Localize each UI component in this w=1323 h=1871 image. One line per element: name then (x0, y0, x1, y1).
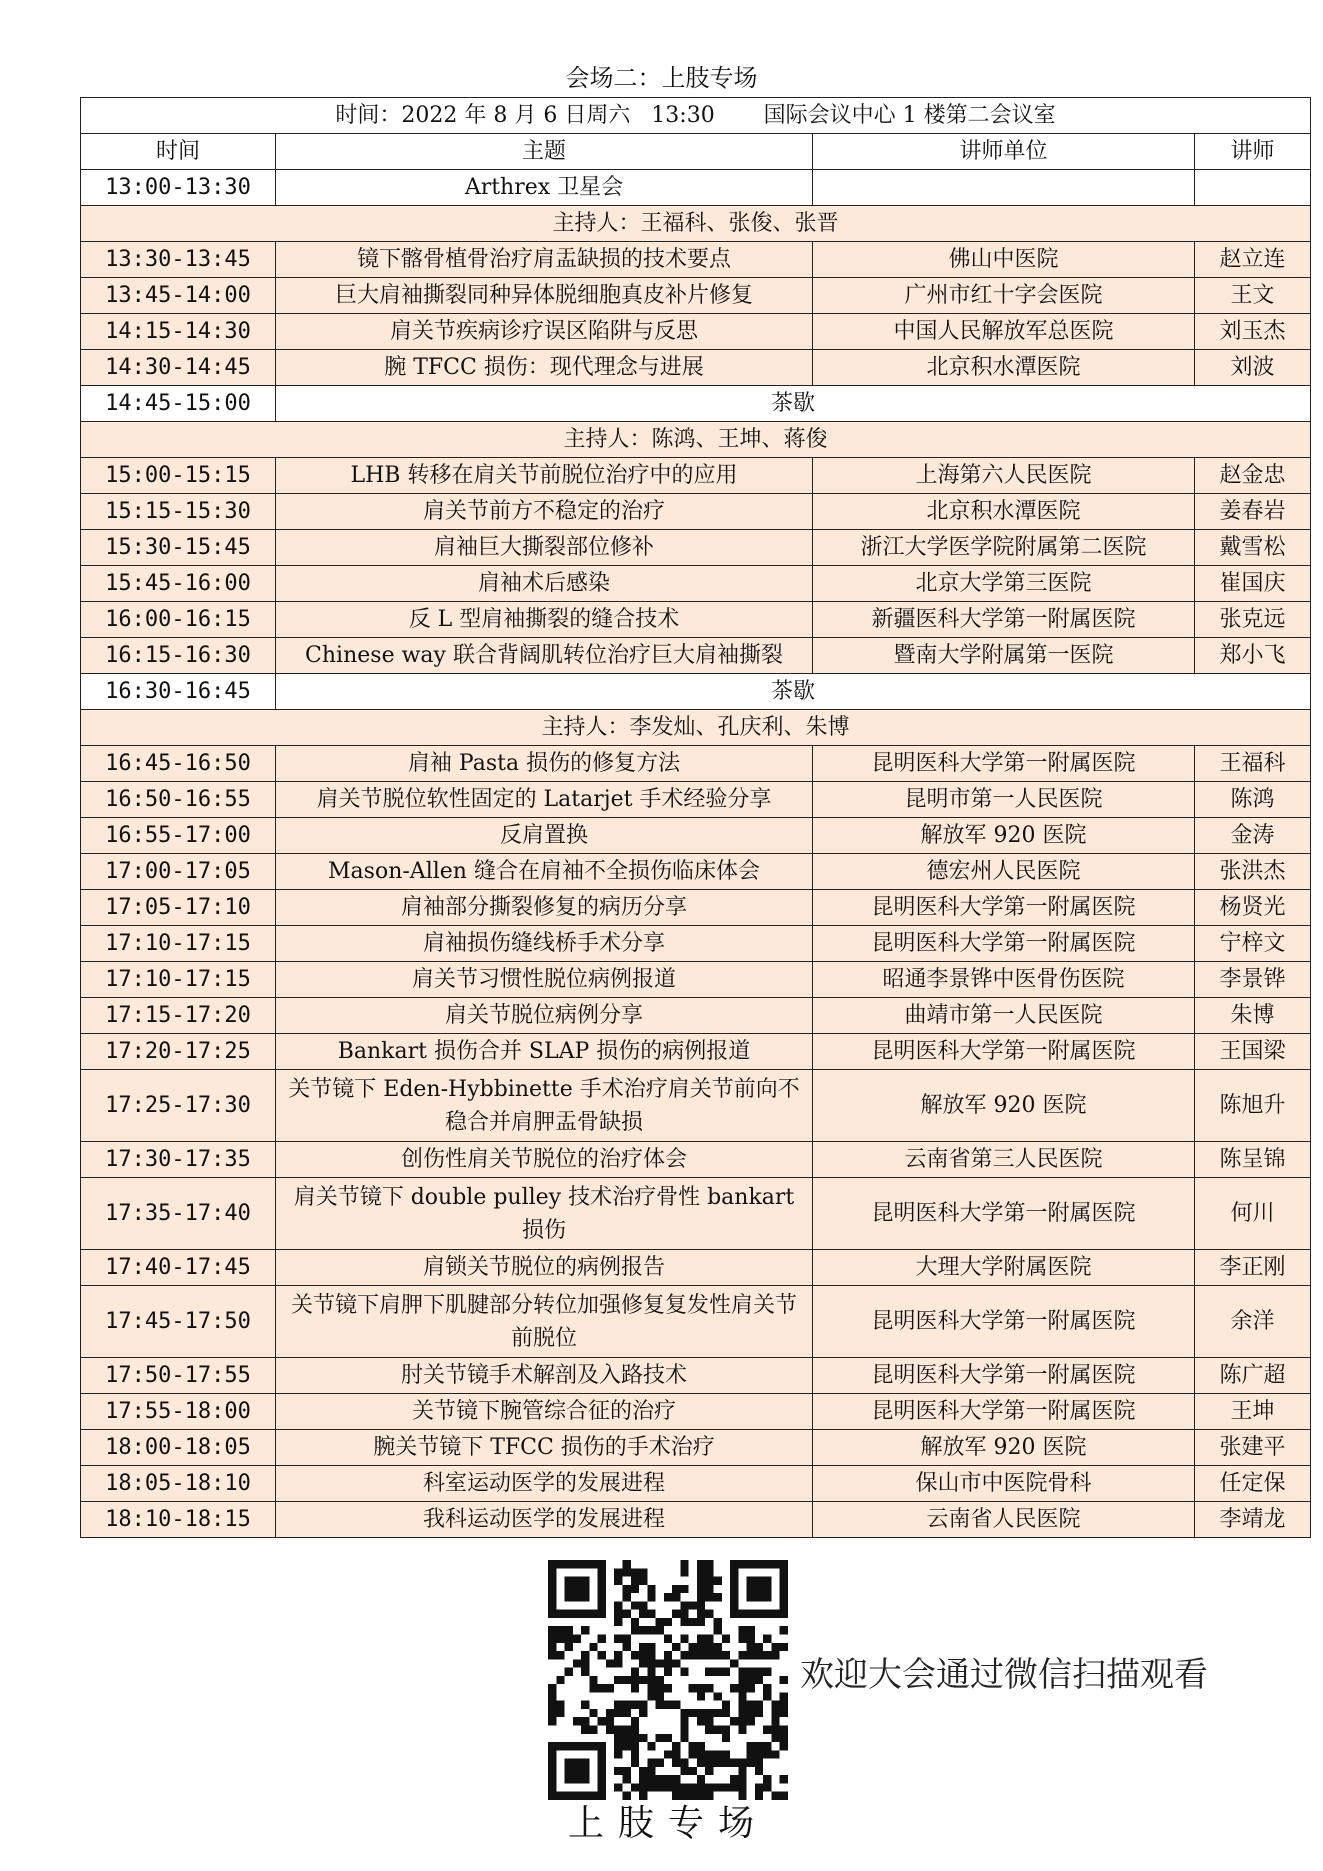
talk-time: 15:45-16:00 (81, 566, 276, 602)
talk-row (81, 782, 1311, 818)
talk-unit: 昭通李景铧中医骨伤医院 (813, 962, 1195, 998)
talk-topic: 我科运动医学的发展进程 (276, 1502, 813, 1538)
talk-unit: 昆明医科大学第一附属医院 (813, 890, 1195, 926)
talk-unit: 昆明医科大学第一附属医院 (813, 1178, 1195, 1250)
talk-row (81, 962, 1311, 998)
talk-row (81, 350, 1311, 386)
talk-row (81, 314, 1311, 350)
talk-unit: 昆明医科大学第一附属医院 (813, 1286, 1195, 1358)
talk-time: 17:10-17:15 (81, 962, 276, 998)
talk-time: 17:10-17:15 (81, 926, 276, 962)
talk-topic: 关节镜下腕管综合征的治疗 (276, 1394, 813, 1430)
talk-speaker: 李靖龙 (1195, 1502, 1311, 1538)
talk-topic: 肩关节疾病诊疗误区陷阱与反思 (276, 314, 813, 350)
break-row (81, 386, 1311, 422)
talk-row (81, 1466, 1311, 1502)
talk-topic: 肩袖 Pasta 损伤的修复方法 (276, 746, 813, 782)
talk-unit: 解放军 920 医院 (813, 1430, 1195, 1466)
talk-speaker: 何川 (1195, 1178, 1311, 1250)
talk-unit: 暨南大学附属第一医院 (813, 638, 1195, 674)
talk-speaker: 宁梓文 (1195, 926, 1311, 962)
talk-row (81, 530, 1311, 566)
talk-topic: Chinese way 联合背阔肌转位治疗巨大肩袖撕裂 (276, 638, 813, 674)
talk-topic: Bankart 损伤合并 SLAP 损伤的病例报道 (276, 1034, 813, 1070)
talk-topic: 腕 TFCC 损伤：现代理念与进展 (276, 350, 813, 386)
talk-speaker: 李正刚 (1195, 1250, 1311, 1286)
talk-unit: 新疆医科大学第一附属医院 (813, 602, 1195, 638)
talk-topic: Mason-Allen 缝合在肩袖不全损伤临床体会 (276, 854, 813, 890)
talk-unit: 佛山中医院 (813, 242, 1195, 278)
talk-unit: 上海第六人民医院 (813, 458, 1195, 494)
talk-time: 18:05-18:10 (81, 1466, 276, 1502)
talk-topic: 镜下髂骨植骨治疗肩盂缺损的技术要点 (276, 242, 813, 278)
talk-row (81, 170, 1311, 206)
talk-speaker: 任定保 (1195, 1466, 1311, 1502)
talk-topic: 创伤性肩关节脱位的治疗体会 (276, 1142, 813, 1178)
header-row (81, 134, 1311, 170)
talk-row (81, 242, 1311, 278)
talk-speaker: 金涛 (1195, 818, 1311, 854)
talk-unit: 北京积水潭医院 (813, 350, 1195, 386)
talk-unit: 昆明医科大学第一附属医院 (813, 746, 1195, 782)
talk-time: 17:30-17:35 (81, 1142, 276, 1178)
talk-unit: 解放军 920 医院 (813, 818, 1195, 854)
talk-speaker: 崔国庆 (1195, 566, 1311, 602)
talk-topic: 肩袖损伤缝线桥手术分享 (276, 926, 813, 962)
talk-unit: 昆明医科大学第一附属医院 (813, 1034, 1195, 1070)
talk-time: 17:35-17:40 (81, 1178, 276, 1250)
talk-time: 14:15-14:30 (81, 314, 276, 350)
talk-topic: 肩关节习惯性脱位病例报道 (276, 962, 813, 998)
talk-speaker: 李景铧 (1195, 962, 1311, 998)
talk-topic: 腕关节镜下 TFCC 损伤的手术治疗 (276, 1430, 813, 1466)
talk-time: 13:00-13:30 (81, 170, 276, 206)
talk-time: 17:05-17:10 (81, 890, 276, 926)
talk-time: 16:00-16:15 (81, 602, 276, 638)
talk-unit: 广州市红十字会医院 (813, 278, 1195, 314)
talk-time: 17:00-17:05 (81, 854, 276, 890)
talk-topic: 关节镜下肩胛下肌腱部分转位加强修复复发性肩关节前脱位 (276, 1286, 813, 1358)
talk-topic: 反 L 型肩袖撕裂的缝合技术 (276, 602, 813, 638)
session-info: 时间：2022 年 8 月 6 日周六 13:30 国际会议中心 1 楼第二会议室 (81, 98, 1311, 134)
break-time: 16:30-16:45 (81, 674, 276, 710)
session-info-row (81, 98, 1311, 134)
talk-row (81, 566, 1311, 602)
talk-row (81, 1070, 1311, 1142)
talk-speaker: 刘玉杰 (1195, 314, 1311, 350)
talk-row (81, 1430, 1311, 1466)
moderator-text: 主持人：王福科、张俊、张晋 (81, 206, 1311, 242)
talk-unit: 云南省第三人民医院 (813, 1142, 1195, 1178)
break-text: 茶歇 (276, 386, 1311, 422)
talk-speaker: 王福科 (1195, 746, 1311, 782)
header-speaker: 讲师 (1195, 134, 1311, 170)
talk-topic: 肩袖部分撕裂修复的病历分享 (276, 890, 813, 926)
qr-caption: 欢迎大会通过微信扫描观看 (800, 1655, 1208, 1695)
talk-unit: 北京积水潭医院 (813, 494, 1195, 530)
talk-topic: 反肩置换 (276, 818, 813, 854)
talk-unit: 德宏州人民医院 (813, 854, 1195, 890)
talk-speaker: 赵立连 (1195, 242, 1311, 278)
talk-time: 17:25-17:30 (81, 1070, 276, 1142)
talk-unit: 曲靖市第一人民医院 (813, 998, 1195, 1034)
talk-topic: Arthrex 卫星会 (276, 170, 813, 206)
talk-speaker: 王文 (1195, 278, 1311, 314)
talk-speaker: 姜春岩 (1195, 494, 1311, 530)
talk-time: 17:40-17:45 (81, 1250, 276, 1286)
talk-topic: LHB 转移在肩关节前脱位治疗中的应用 (276, 458, 813, 494)
moderator-text: 主持人：陈鸿、王坤、蒋俊 (81, 422, 1311, 458)
talk-row (81, 1358, 1311, 1394)
talk-speaker: 赵金忠 (1195, 458, 1311, 494)
talk-time: 15:15-15:30 (81, 494, 276, 530)
talk-time: 16:15-16:30 (81, 638, 276, 674)
talk-topic: 科室运动医学的发展进程 (276, 1466, 813, 1502)
talk-time: 17:55-18:00 (81, 1394, 276, 1430)
moderator-row (81, 206, 1311, 242)
talk-unit (813, 170, 1195, 206)
talk-row (81, 458, 1311, 494)
talk-row (81, 1250, 1311, 1286)
moderator-row (81, 422, 1311, 458)
header-topic: 主题 (276, 134, 813, 170)
talk-speaker: 戴雪松 (1195, 530, 1311, 566)
talk-unit: 保山市中医院骨科 (813, 1466, 1195, 1502)
talk-topic: 巨大肩袖撕裂同种异体脱细胞真皮补片修复 (276, 278, 813, 314)
talk-time: 17:50-17:55 (81, 1358, 276, 1394)
talk-topic: 肩袖术后感染 (276, 566, 813, 602)
qr-code (548, 1560, 788, 1800)
talk-row (81, 1502, 1311, 1538)
talk-row (81, 998, 1311, 1034)
talk-topic: 肩关节脱位软性固定的 Latarjet 手术经验分享 (276, 782, 813, 818)
talk-speaker: 陈广超 (1195, 1358, 1311, 1394)
talk-unit: 昆明医科大学第一附属医院 (813, 1394, 1195, 1430)
talk-speaker: 张克远 (1195, 602, 1311, 638)
talk-topic: 肩关节镜下 double pulley 技术治疗骨性 bankart 损伤 (276, 1178, 813, 1250)
talk-topic: 关节镜下 Eden-Hybbinette 手术治疗肩关节前向不稳合并肩胛盂骨缺损 (276, 1070, 813, 1142)
talk-time: 15:30-15:45 (81, 530, 276, 566)
talk-unit: 云南省人民医院 (813, 1502, 1195, 1538)
talk-speaker: 张洪杰 (1195, 854, 1311, 890)
talk-topic: 肩关节脱位病例分享 (276, 998, 813, 1034)
talk-time: 16:45-16:50 (81, 746, 276, 782)
talk-speaker: 余洋 (1195, 1286, 1311, 1358)
talk-unit: 北京大学第三医院 (813, 566, 1195, 602)
talk-time: 14:30-14:45 (81, 350, 276, 386)
talk-speaker: 陈呈锦 (1195, 1142, 1311, 1178)
break-time: 14:45-15:00 (81, 386, 276, 422)
moderator-row (81, 710, 1311, 746)
talk-unit: 昆明医科大学第一附属医院 (813, 1358, 1195, 1394)
talk-speaker: 王坤 (1195, 1394, 1311, 1430)
talk-row (81, 1142, 1311, 1178)
talk-row (81, 1178, 1311, 1250)
talk-speaker: 陈鸿 (1195, 782, 1311, 818)
talk-row (81, 818, 1311, 854)
talk-speaker (1195, 170, 1311, 206)
talk-speaker: 王国梁 (1195, 1034, 1311, 1070)
talk-row (81, 278, 1311, 314)
talk-time: 18:10-18:15 (81, 1502, 276, 1538)
talk-unit: 解放军 920 医院 (813, 1070, 1195, 1142)
talk-row (81, 1034, 1311, 1070)
talk-row (81, 602, 1311, 638)
talk-speaker: 杨贤光 (1195, 890, 1311, 926)
header-time: 时间 (81, 134, 276, 170)
talk-row (81, 494, 1311, 530)
talk-row (81, 1286, 1311, 1358)
talk-time: 16:55-17:00 (81, 818, 276, 854)
talk-time: 16:50-16:55 (81, 782, 276, 818)
talk-topic: 肘关节镜手术解剖及入路技术 (276, 1358, 813, 1394)
talk-row (81, 746, 1311, 782)
page-title: 会场二：上肢专场 (565, 64, 758, 92)
break-text: 茶歇 (276, 674, 1311, 710)
talk-row (81, 926, 1311, 962)
talk-speaker: 陈旭升 (1195, 1070, 1311, 1142)
talk-time: 15:00-15:15 (81, 458, 276, 494)
talk-time: 17:45-17:50 (81, 1286, 276, 1358)
talk-time: 18:00-18:05 (81, 1430, 276, 1466)
talk-time: 13:30-13:45 (81, 242, 276, 278)
talk-unit: 昆明市第一人民医院 (813, 782, 1195, 818)
talk-row (81, 890, 1311, 926)
talk-unit: 大理大学附属医院 (813, 1250, 1195, 1286)
talk-topic: 肩袖巨大撕裂部位修补 (276, 530, 813, 566)
talk-unit: 中国人民解放军总医院 (813, 314, 1195, 350)
talk-speaker: 刘波 (1195, 350, 1311, 386)
talk-row (81, 854, 1311, 890)
talk-topic: 肩锁关节脱位的病例报告 (276, 1250, 813, 1286)
talk-row (81, 1394, 1311, 1430)
break-row (81, 674, 1311, 710)
talk-speaker: 张建平 (1195, 1430, 1311, 1466)
talk-unit: 昆明医科大学第一附属医院 (813, 926, 1195, 962)
talk-row (81, 638, 1311, 674)
talk-speaker: 郑小飞 (1195, 638, 1311, 674)
moderator-text: 主持人：李发灿、孔庆利、朱博 (81, 710, 1311, 746)
talk-time: 17:20-17:25 (81, 1034, 276, 1070)
qr-label: 上肢专场 (567, 1803, 768, 1844)
talk-speaker: 朱博 (1195, 998, 1311, 1034)
talk-time: 13:45-14:00 (81, 278, 276, 314)
talk-topic: 肩关节前方不稳定的治疗 (276, 494, 813, 530)
schedule-table (80, 97, 1311, 1538)
talk-time: 17:15-17:20 (81, 998, 276, 1034)
header-unit: 讲师单位 (813, 134, 1195, 170)
talk-unit: 浙江大学医学院附属第二医院 (813, 530, 1195, 566)
